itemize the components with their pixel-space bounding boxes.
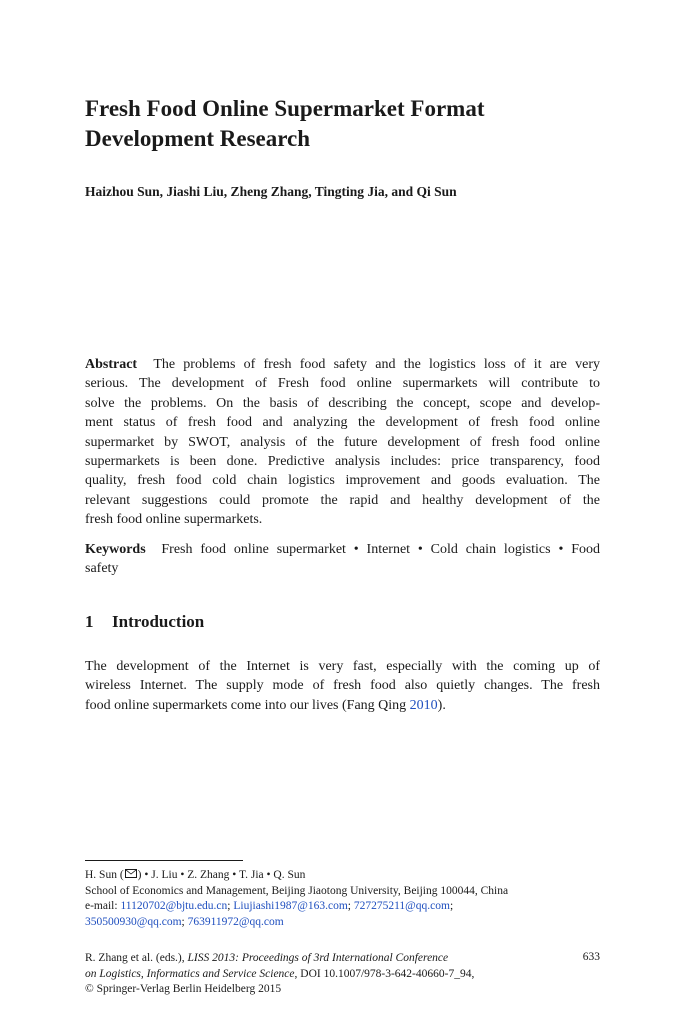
email-link[interactable]: 763911972@qq.com (187, 915, 284, 928)
abstract-line: Abstract The problems of fresh food safety and the logistics loss of it are very (85, 357, 600, 372)
copyright-line: © Springer-Verlag Berlin Heidelberg 2015 (85, 983, 282, 995)
footnote-emails-2: 350500930@qq.com; 763911972@qq.com (85, 915, 284, 928)
email-link[interactable]: 11120702@bjtu.edu.cn (120, 900, 228, 912)
introduction-paragraph (85, 657, 600, 715)
page-number: 633 (582, 951, 600, 963)
email-link[interactable]: Liujiashi1987@163.com (233, 900, 348, 912)
abstract-line: fresh food online supermarkets. (85, 512, 263, 528)
publication-line-2: on Logistics, Informatics and Service Science, DOI 10.1007/978-3-642-40660-7_94, (85, 967, 475, 980)
abstract-line: ment status of fresh food and analyzing the development of fresh food online (85, 415, 600, 431)
footnote-divider (85, 860, 243, 861)
footnote-emails-1: e-mail: 11120702@bjtu.edu.cn; Liujiashi1987@163.com; 727275211@qq.com; (85, 900, 454, 912)
intro-line: The development of the Internet is very fast, especially with the coming up of (85, 659, 600, 674)
envelope-icon (125, 869, 137, 878)
title-line-2: Development Research (85, 126, 311, 151)
author-footnote (85, 868, 605, 930)
section-number: 1 (85, 612, 94, 631)
intro-line: food online supermarkets come into our lives (Fang Qing 2010). (85, 697, 446, 713)
abstract-line: relevant suggestions could promote the rapid and healthy development of the (85, 492, 600, 508)
footnote-authors: H. Sun ( ) • J. Liu • Z. Zhang • T. Jia • Q. Sun (85, 869, 306, 881)
citation-link[interactable]: 2010 (409, 697, 438, 713)
keywords (85, 540, 600, 579)
abstract-line: solve the problems. On the basis of describing the concept, scope and develop- (85, 395, 600, 411)
keywords-line: Keywords Fresh food online supermarket • Internet • Cold chain logistics • Food (85, 542, 600, 557)
abstract-line: supermarket by SWOT, analysis of the future development of fresh food online (85, 434, 600, 450)
title-line-1: Fresh Food Online Supermarket Format (85, 96, 485, 121)
publication-info (85, 951, 605, 998)
abstract-line: serious. The development of Fresh food online supermarkets will contribute to (85, 376, 600, 392)
author-list: Haizhou Sun, Jiashi Liu, Zheng Zhang, Tingting Jia, and Qi Sun (85, 184, 457, 199)
abstract-label: Abstract (85, 357, 138, 372)
email-link[interactable]: 350500930@qq.com (85, 915, 182, 928)
email-link[interactable]: 727275211@qq.com (353, 900, 450, 912)
keywords-label: Keywords (85, 542, 146, 557)
section-title: Introduction (112, 612, 205, 631)
publication-line-1: R. Zhang et al. (eds.), LISS 2013: Proceedings of 3rd International Conference (85, 952, 449, 964)
abstract-line: quality, fresh food cold chain logistics improvement and goods evaluation. The (85, 473, 600, 489)
abstract (85, 355, 600, 530)
paper-title (85, 94, 605, 154)
abstract-line: supermarkets is been done. Predictive analysis includes: price transparency, food (85, 453, 600, 469)
keywords-line: safety (85, 561, 119, 577)
section-heading (85, 612, 204, 632)
footnote-affiliation: School of Economics and Management, Beijing Jiaotong University, Beijing 100044, China (85, 884, 509, 897)
intro-line: wireless Internet. The supply mode of fresh food also quietly changes. The fresh (85, 678, 600, 694)
